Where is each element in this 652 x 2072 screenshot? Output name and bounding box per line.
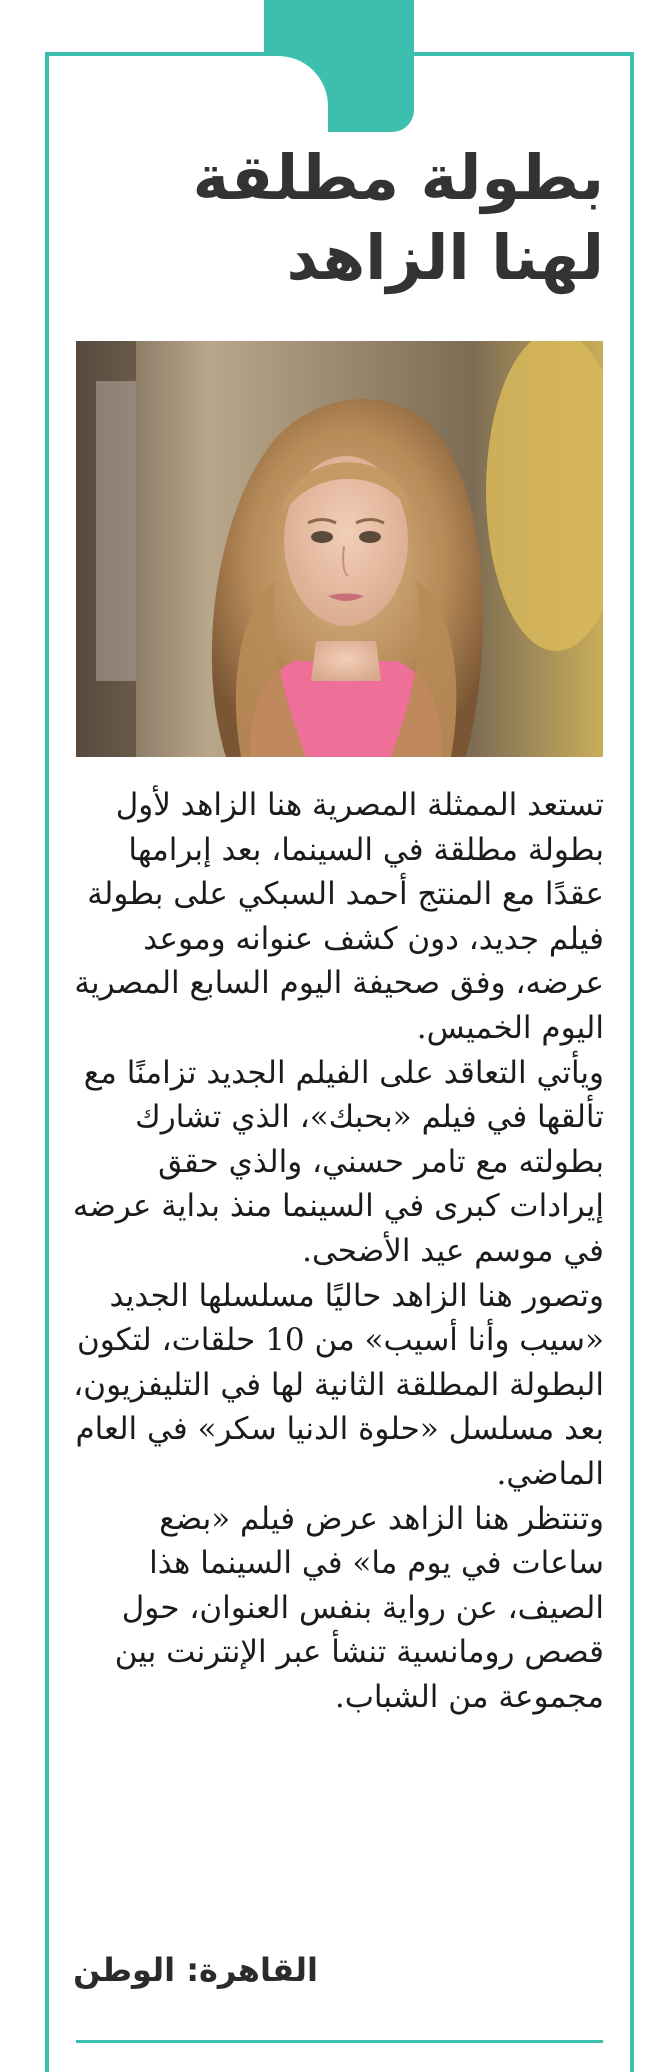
portrait-illustration (76, 341, 603, 757)
section-tab-notch (264, 108, 328, 138)
article-dateline: القاهرة: الوطن (73, 1951, 318, 1989)
article-paragraph: وتنتظر هنا الزاهد عرض فيلم «بضع ساعات في يوم ما» في السينما هذا الصيف، عن رواية بنفس العنوان، حول قصص رومانسية تنشأ عبر الإنترنت بين مجموعة من الشباب. (114, 1500, 604, 1715)
article-body (70, 783, 604, 1719)
article-headline: بطولة مطلقة لهنا الزاهد (192, 141, 604, 294)
bottom-divider (76, 2040, 603, 2043)
article-photo (76, 341, 603, 757)
article-paragraph: ويأتي التعاقد على الفيلم الجديد تزامنًا مع تألقها في فيلم «بحبك»، الذي تشارك بطولته مع تامر حسني، والذي حقق إيرادات كبرى في السينما منذ بداية عرضه في موسم عيد الأضحى. (72, 1054, 604, 1269)
article-paragraph: تستعد الممثلة المصرية هنا الزاهد لأول بطولة مطلقة في السينما، بعد إبرامها عقدًا مع المنتج أحمد السبكي على بطولة فيلم جديد، دون كشف عنوانه وموعد عرضه، وفق صحيفة اليوم السابع المصرية اليوم الخميس. (74, 787, 604, 1046)
article-paragraph: وتصور هنا الزاهد حاليًا مسلسلها الجديد «سيب وأنا أسيب» من 10 حلقات، لتكون البطولة المطلقة الثانية لها في التليفزيون، بعد مسلسل «حلوة الدنيا سكر» في العام الماضي. (73, 1277, 604, 1492)
